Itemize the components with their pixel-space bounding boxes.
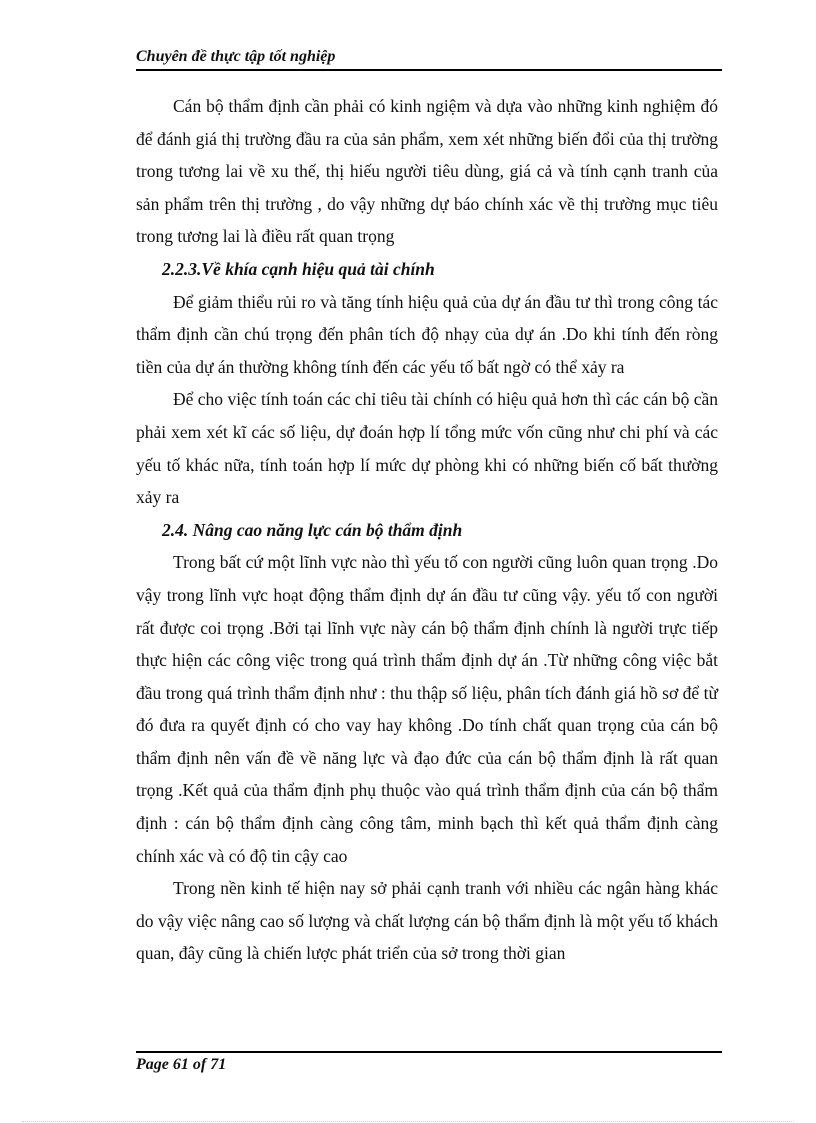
section-heading: 2.2.3.Về khía cạnh hiệu quả tài chính bbox=[162, 258, 435, 279]
paragraph: Để giảm thiểu rủi ro và tăng tính hiệu quả của dự án đầu tư thì trong công tác thẩm định cần chú trọng đến phân tích độ nhạy của dự án .Do khi tính đến ròng tiền của dự án thường không tính đến các yếu tố bất ngờ có thể xảy ra bbox=[136, 291, 718, 377]
paragraph: Trong nền kinh tế hiện nay sở phải cạnh tranh với nhiều các ngân hàng khác do vậy việc nâng cao số lượng và chất lượng cán bộ thẩm định là một yếu tố khách quan, đây cũng là chiến lược phát triển của sở trong thời gian bbox=[136, 878, 718, 964]
page-edge-line bbox=[22, 1121, 794, 1122]
paragraph: Trong bất cứ một lĩnh vực nào thì yếu tố con người cũng luôn quan trọng .Do vậy trong lĩnh vực hoạt động thẩm định dự án đầu tư cũng vậy. yếu tố con người rất được coi trọng .Bởi tại lĩnh vực này cán bộ thẩm định chính là người trực tiếp thực hiện các công việc trong quá trình thẩm định dự án .Từ những công việc bắt đầu trong quá trình thẩm định như : thu thập số liệu, phân tích đánh giá hồ sơ để từ đó đưa ra quyết định có cho vay hay không .Do tính chất quan trọng của cán bộ thẩm định nên vấn đề về năng lực và đạo đức của cán bộ thẩm định là rất quan trọng .Kết quả của thẩm định phụ thuộc vào quá trình thẩm định của cán bộ thẩm định : cán bộ thẩm định càng công tâm, minh bạch thì kết quả thẩm định càng chính xác và có độ tin cậy cao bbox=[136, 552, 718, 866]
page-body bbox=[136, 90, 718, 970]
header-divider bbox=[136, 69, 722, 71]
paragraph: Để cho việc tính toán các chỉ tiêu tài chính có hiệu quả hơn thì các cán bộ cần phải xem xét kĩ các số liệu, dự đoán hợp lí tổng mức vốn cũng như chi phí và các yếu tố khác nữa, tính toán hợp lí mức dự phòng khi có những biến cố bất thường xảy ra bbox=[136, 389, 718, 508]
footer-divider bbox=[136, 1051, 722, 1053]
section-heading: 2.4. Nâng cao năng lực cán bộ thẩm định bbox=[162, 519, 463, 540]
paragraph: Cán bộ thẩm định cần phải có kinh ngiệm và dựa vào những kinh nghiệm đó để đánh giá thị trường đầu ra của sản phẩm, xem xét những biến đổi của thị trường trong tương lai về xu thế, thị hiếu người tiêu dùng, giá cả và tính cạnh tranh của sản phẩm trên thị trường , do vậy những dự báo chính xác về thị trường mục tiêu trong tương lai là điều rất quan trọng bbox=[136, 96, 718, 247]
running-header: Chuyên đề thực tập tốt nghiệp bbox=[136, 48, 336, 65]
page-number: Page 61 of 71 bbox=[136, 1056, 227, 1073]
